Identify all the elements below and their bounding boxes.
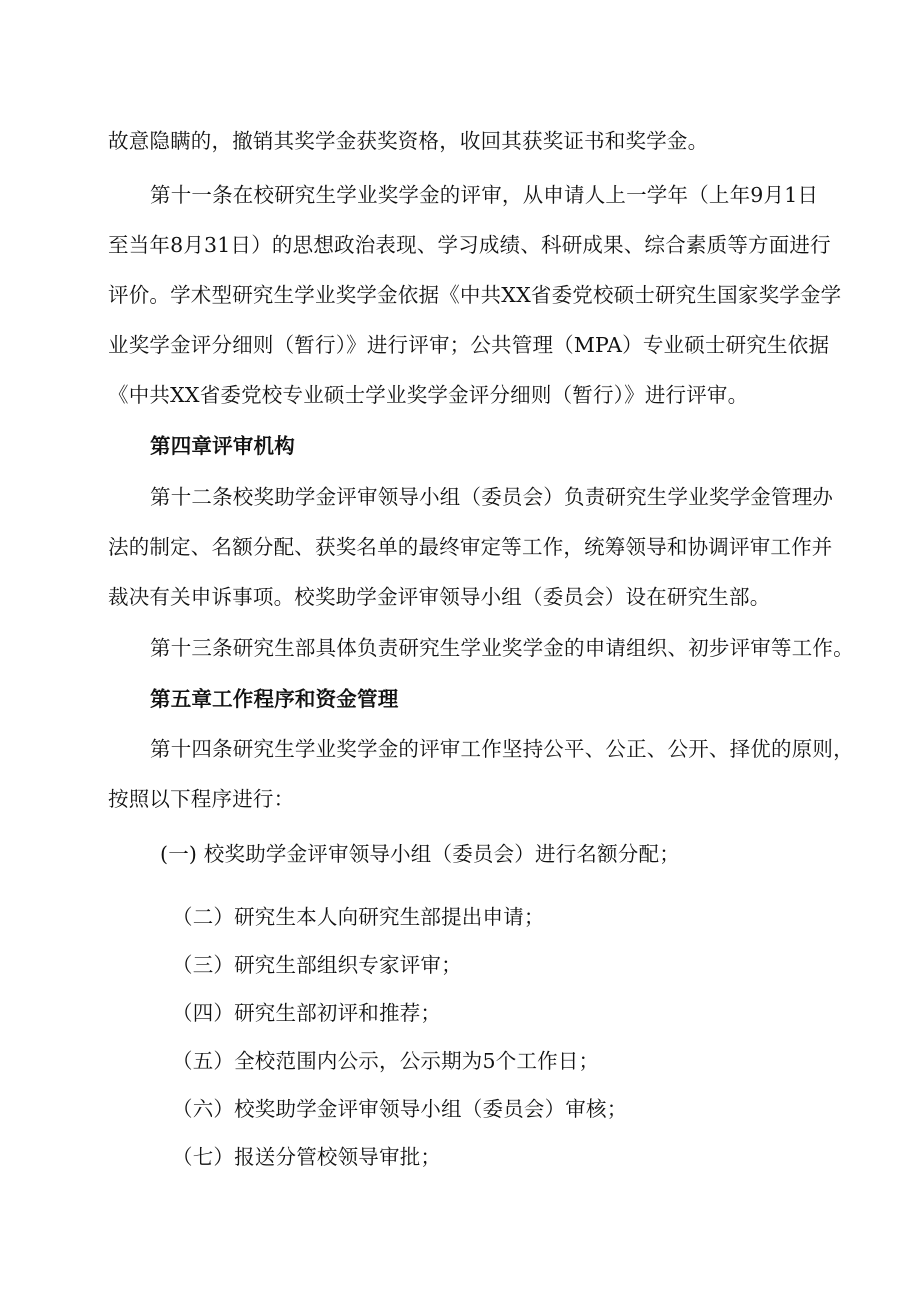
procedure-item-3: （三）研究生部组织专家评审； (172, 953, 462, 977)
paragraph-line: 业奖学金评分细则（暂行）》进行评审；公共管理（MPA）专业硕士研究生依据 (108, 333, 830, 357)
paragraph-line: 评价。学术型研究生学业奖学金依据《中共XX省委党校硕士研究生国家奖学金学 (108, 283, 842, 307)
article-14-line: 第十四条研究生学业奖学金的评审工作坚持公平、公正、公开、择优的原则， (150, 737, 854, 761)
chapter-4-heading: 第四章评审机构 (150, 434, 295, 458)
procedure-item-4: （四）研究生部初评和推荐； (172, 1001, 442, 1025)
paragraph-line: 《中共XX省委党校专业硕士学业奖学金评分细则（暂行）》进行评审。 (108, 383, 749, 407)
paragraph-line: 法的制定、名额分配、获奖名单的最终审定等工作，统筹领导和协调评审工作并 (108, 535, 833, 559)
article-13-line: 第十三条研究生部具体负责研究生学业奖学金的申请组织、初步评审等工作。 (150, 636, 854, 660)
paragraph-line: 故意隐瞒的，撤销其奖学金获奖资格，收回其获奖证书和奖学金。 (108, 129, 709, 153)
procedure-item-5: （五）全校范围内公示，公示期为5个工作日； (172, 1049, 600, 1073)
chapter-5-heading: 第五章工作程序和资金管理 (150, 687, 399, 711)
article-11-line: 第十一条在校研究生学业奖学金的评审，从申请人上一学年（上年9月1日 (150, 183, 819, 207)
procedure-item-7: （七）报送分管校领导审批； (172, 1145, 442, 1169)
paragraph-line: 至当年8月31日）的思想政治表现、学习成绩、科研成果、综合素质等方面进行 (108, 233, 831, 257)
article-12-line: 第十二条校奖助学金评审领导小组（委员会）负责研究生学业奖学金管理办 (150, 485, 834, 509)
paragraph-line: 按照以下程序进行： (108, 787, 295, 811)
paragraph-line: 裁决有关申诉事项。校奖助学金评审领导小组（委员会）设在研究生部。 (108, 585, 771, 609)
procedure-item-6: （六）校奖助学金评审领导小组（委员会）审核； (172, 1097, 628, 1121)
procedure-item-2: （二）研究生本人向研究生部提出申请； (172, 905, 545, 929)
procedure-item-1: (一) 校奖助学金评审领导小组（委员会）进行名额分配； (160, 842, 680, 866)
